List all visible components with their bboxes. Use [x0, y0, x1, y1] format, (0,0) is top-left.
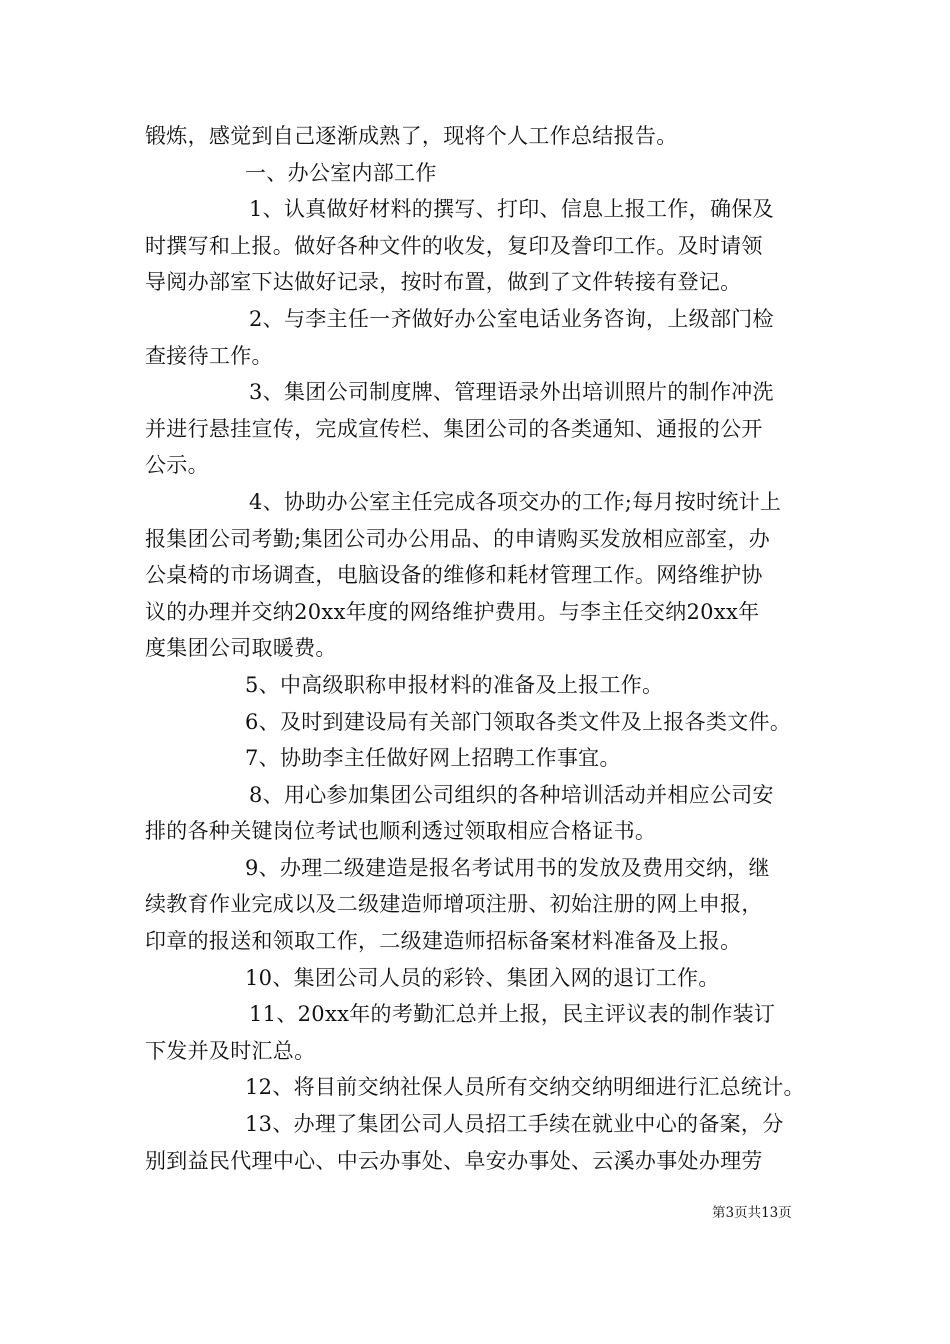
text-line: 查接待工作。	[145, 343, 273, 368]
section-heading: 一、办公室内部工作	[245, 160, 437, 185]
text-line: 议的办理并交纳20xx年度的网络维护费用。与李主任交纳20xx年	[145, 599, 760, 624]
text-line: 7、协助李主任做好网上招聘工作事宜。	[245, 746, 621, 771]
text-line: 10、集团公司人员的彩铃、集团入网的退订工作。	[245, 965, 720, 990]
text-line: 13、办理了集团公司人员招工手续在就业中心的备案，分	[245, 1112, 784, 1137]
text-line: 报集团公司考勤;集团公司办公用品、的申请购买发放相应部室，办	[145, 526, 771, 551]
document-body	[145, 118, 810, 1179]
text-line: 11、20xx年的考勤汇总并上报，民主评议表的制作装订	[249, 1002, 776, 1027]
text-line: 度集团公司取暖费。	[145, 636, 337, 661]
text-line: 印章的报送和领取工作，二级建造师招标备案材料准备及上报。	[145, 929, 742, 954]
text-line: 1、认真做好材料的撰写、打印、信息上报工作，确保及	[249, 197, 774, 222]
text-line: 6、及时到建设局有关部门领取各类文件及上报各类文件。	[245, 709, 792, 734]
text-line: 下发并及时汇总。	[145, 1038, 316, 1063]
text-line: 续教育作业完成以及二级建造师增项注册、初始注册的网上申报，	[145, 892, 763, 917]
text-line: 锻炼，感觉到自己逐渐成熟了，现将个人工作总结报告。	[145, 124, 678, 148]
text-line: 公桌椅的市场调查，电脑设备的维修和耗材管理工作。网络维护协	[145, 563, 763, 588]
text-line: 2、与李主任一齐做好办公室电话业务咨询，上级部门检	[249, 306, 774, 331]
text-line: 8、用心参加集团公司组织的各种培训活动并相应公司安	[249, 782, 774, 807]
text-line: 5、中高级职称申报材料的准备及上报工作。	[245, 672, 664, 697]
text-line: 别到益民代理中心、中云办事处、阜安办事处、云溪办事处办理劳	[145, 1148, 763, 1173]
text-line: 导阅办部室下达做好记录，按时布置，做到了文件转接有登记。	[145, 270, 742, 295]
text-line: 9、办理二级建造是报名考试用书的发放及费用交纳，继	[245, 855, 770, 880]
text-line: 并进行悬挂宣传，完成宣传栏、集团公司的各类通知、通报的公开	[145, 416, 763, 441]
text-line: 公示。	[145, 453, 209, 478]
text-line: 12、将目前交纳社保人员所有交纳交纳明细进行汇总统计。	[245, 1075, 805, 1100]
page-number: 第3页共13页	[712, 1205, 792, 1221]
text-line: 排的各种关键岗位考试也顺利透过领取相应合格证书。	[145, 819, 657, 844]
text-line: 时撰写和上报。做好各种文件的收发，复印及誊印工作。及时请领	[145, 233, 763, 258]
text-line: 3、集团公司制度牌、管理语录外出培训照片的制作冲洗	[249, 380, 774, 405]
text-line: 4、协助办公室主任完成各项交办的工作;每月按时统计上	[249, 489, 782, 514]
